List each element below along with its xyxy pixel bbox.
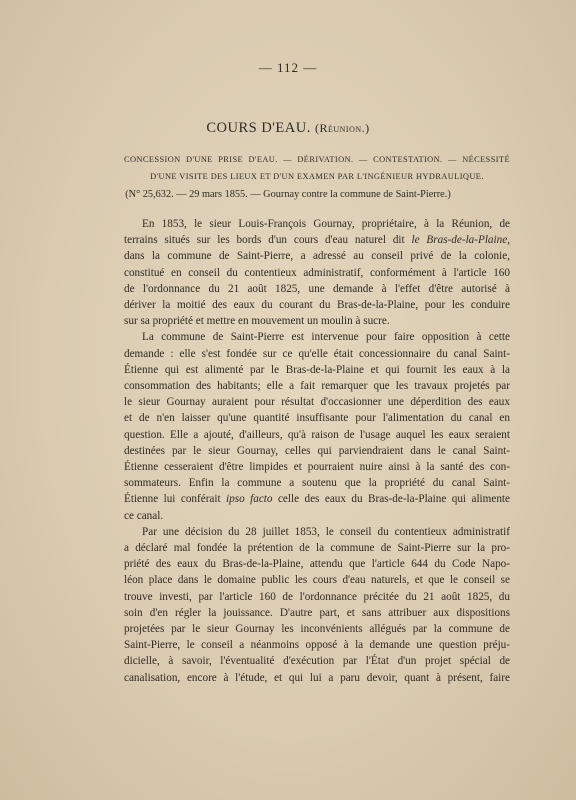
text-line: dans la commune de Saint-Pierre, a adressé au conseil privé de la colonie,	[124, 250, 510, 263]
text-line: priété des eaux du Bras-de-la-Plaine, attendu que l'article 644 du Code Napo-	[124, 558, 510, 571]
text-line: Étienne qui est alimenté par le Bras-de-la-Plaine et qui fournit les eaux à la	[124, 363, 510, 376]
subtitle-line: CONCESSION D'UNE PRISE D'EAU. — DÉRIVATION. — CONTESTATION. — NÉCESSITÉ	[124, 155, 510, 164]
body-text	[124, 216, 510, 686]
page-number: — 112 —	[258, 60, 318, 75]
text-line: destinées par le sieur Gournay, celles qui parviendraient dans le canal Saint-	[124, 444, 510, 457]
text-line: le sieur Gournay auraient pour résultat d'occasionner une déperdition des eaux	[124, 396, 510, 409]
text-line: Étienne cesseraient d'être limpides et pourraient nuire ainsi à la santé des con-	[124, 461, 510, 474]
text-line: demande : elle s'est fondée sur ce qu'elle était concessionnaire du canal Saint-	[124, 347, 510, 360]
text-line: trouve investi, par l'article 160 de l'ordonnance précitée du 21 août 1825, du	[124, 590, 510, 603]
text-line: et de n'en laisser qu'une quantité insuffisante pour l'alimentation du canal en	[124, 412, 510, 425]
text-line: Étienne lui conférait ipso facto celle des eaux du Bras-de-la-Plaine qui alimente	[124, 493, 510, 506]
text-line: La commune de Saint-Pierre est intervenue pour faire opposition à cette	[142, 331, 510, 344]
section-subtitle	[124, 151, 510, 185]
text-line: Par une décision du 28 juillet 1853, le conseil du contentieux administratif	[142, 525, 510, 538]
text-line: soin d'en régler la jouissance. D'autre part, et sans attribuer aux dispositions	[124, 606, 510, 619]
text-line: dicielle, à savoir, l'éventualité d'exécution par l'État d'un projet spécial de	[124, 655, 510, 668]
text-line: constitué en conseil du contentieux administratif, conformément à l'article 160	[124, 266, 510, 279]
text-line: question. Elle a ajouté, d'ailleurs, qu'à raison de l'usage auquel les eaux seraient	[124, 428, 510, 441]
text-line: projetées par le sieur Gournay les inconvénients allégués par la commune de	[124, 623, 510, 636]
text-line: sommateurs. Enfin la commune a soutenu que la propriété du canal Saint-	[124, 477, 510, 490]
text-line: dériver la moitié des eaux du courant du Bras-de-la-Plaine, pour les conduire	[124, 299, 510, 312]
text-line: canalisation, encore à l'étude, et qui lui a paru devoir, quant à présent, faire	[124, 671, 510, 684]
paragraph	[124, 329, 510, 523]
text-line: léon place dans le domaine public les cours d'eau naturels, et que le conseil se	[124, 574, 510, 587]
paragraph	[124, 216, 510, 329]
text-line: En 1853, le sieur Louis-François Gournay, propriétaire, à la Réunion, de	[142, 218, 510, 230]
subtitle-line: D'UNE VISITE DES LIEUX ET D'UN EXAMEN PAR L'INGÉNIEUR HYDRAULIQUE.	[150, 172, 484, 181]
text-line: Saint-Pierre, le conseil a néanmoins opposé à la demande une question préju-	[124, 639, 510, 652]
text-line: ce canal.	[124, 509, 164, 522]
text-line: consommation des habitants; elle a fait remarquer que les travaux projetés par	[124, 380, 510, 393]
case-reference: (N° 25,632. — 29 mars 1855. — Gournay contre la commune de Saint-Pierre.)	[125, 189, 451, 200]
text-line: terrains situés sur les bords d'un cours d'eau naturel dit le Bras-de-la-Plaine,	[124, 234, 510, 247]
text-line: de l'ordonnance du 21 août 1825, une demande à l'effet d'être autorisé à	[124, 282, 510, 295]
title-text: COURS D'EAU.	[206, 120, 311, 136]
paragraph	[124, 524, 510, 686]
section-title	[0, 120, 576, 137]
title-region: (Réunion.)	[314, 121, 370, 135]
text-line: a déclaré mal fondée la prétention de la commune de Saint-Pierre sur la pro-	[124, 542, 510, 555]
text-line: sur sa propriété et mettre en mouvement un moulin à sucre.	[124, 315, 390, 328]
